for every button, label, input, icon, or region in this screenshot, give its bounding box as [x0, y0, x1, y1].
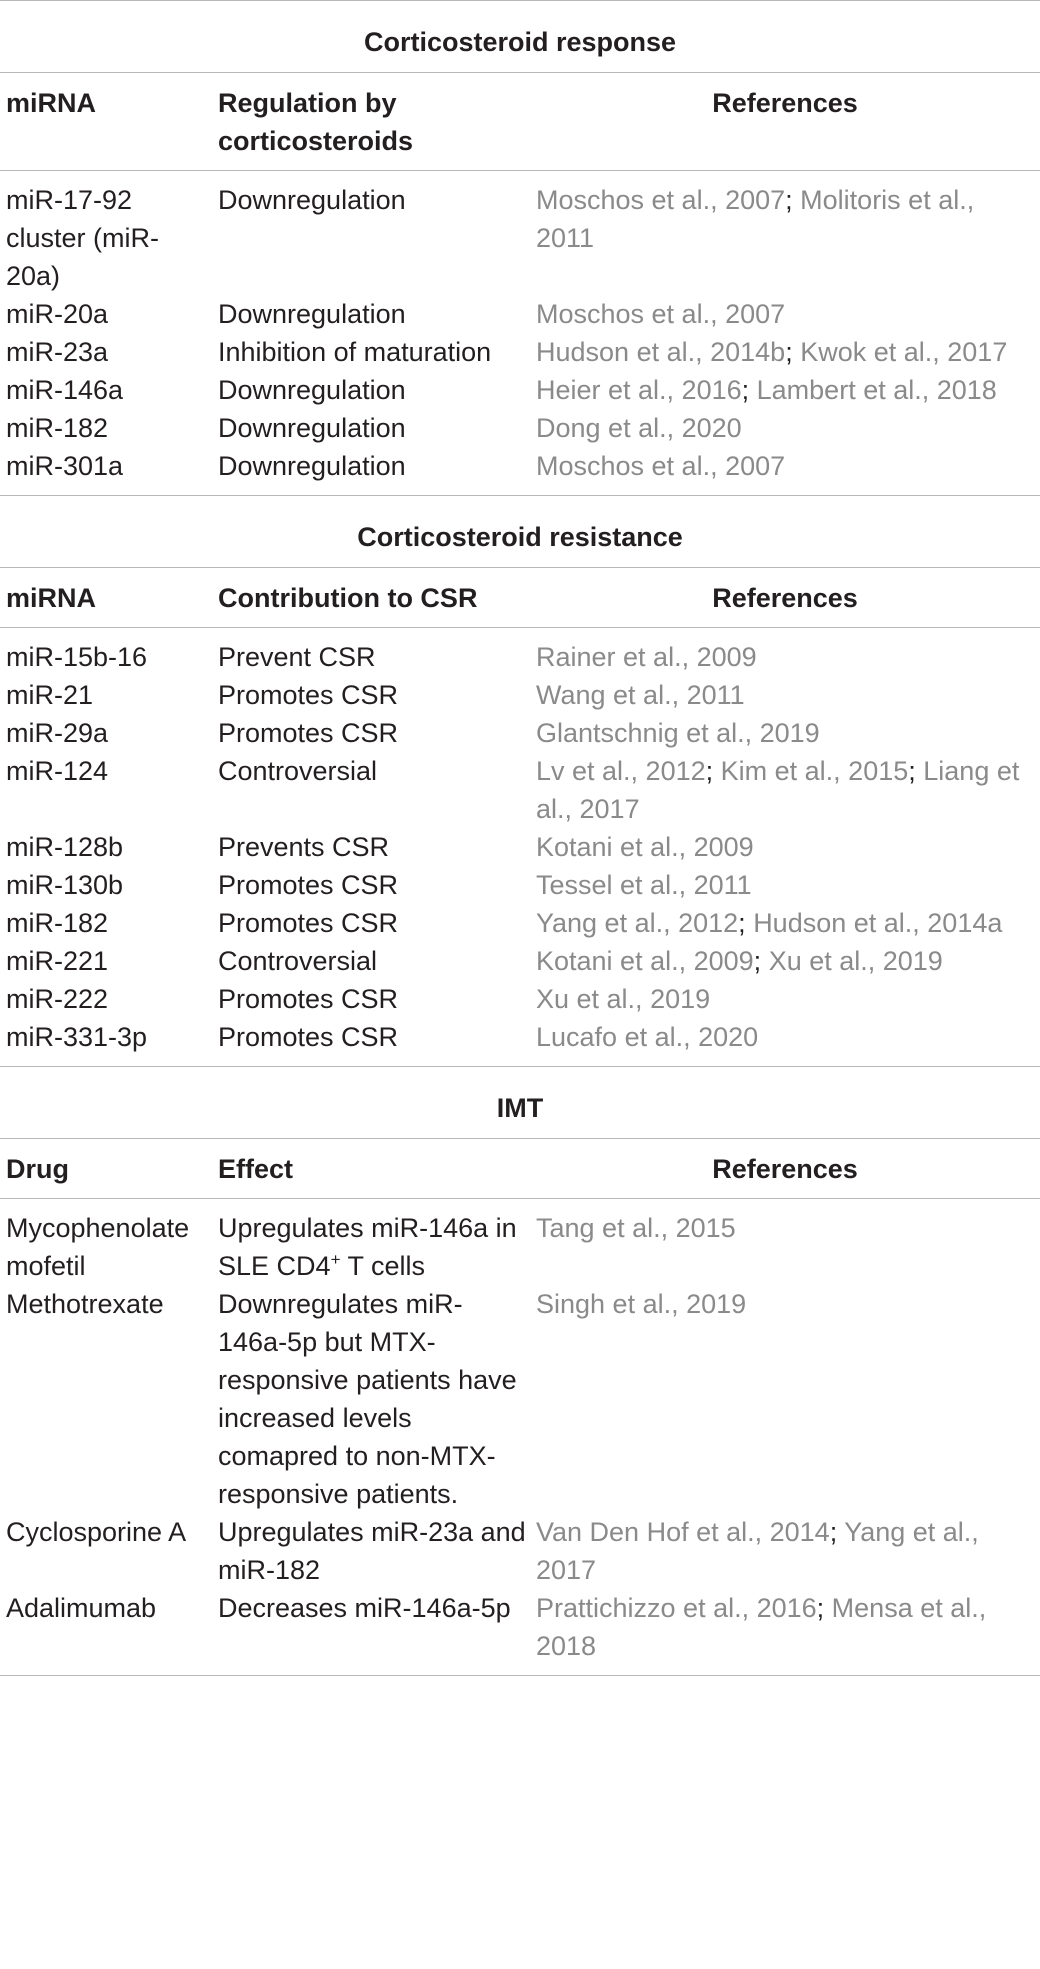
row-references	[530, 371, 1040, 409]
row-references	[530, 828, 1040, 866]
reference-link[interactable]: Van Den Hof et al., 2014	[536, 1517, 830, 1547]
reference-link[interactable]: Glantschnig et al., 2019	[536, 718, 820, 748]
reference-link[interactable]: Prattichizzo et al., 2016	[536, 1593, 817, 1623]
row-label: miR-20a	[6, 299, 109, 329]
table-row	[0, 1513, 1040, 1589]
reference-link[interactable]: Tessel et al., 2011	[536, 870, 752, 900]
row-label: miR-124	[6, 756, 109, 786]
row-label: Methotrexate	[6, 1289, 164, 1319]
row-label: miR-146a	[6, 375, 124, 405]
row-effect: Downregulation	[218, 413, 406, 443]
column-header: Effect	[212, 1139, 530, 1199]
row-label: miR-128b	[6, 832, 124, 862]
reference-separator: ;	[738, 908, 754, 938]
reference-link[interactable]: Moschos et al., 2007	[536, 451, 786, 481]
reference-link[interactable]: Yang et al., 2012	[536, 908, 739, 938]
row-effect: Promotes CSR	[218, 908, 399, 938]
section-title: Corticosteroid response	[0, 1, 1040, 73]
column-header: References	[530, 73, 1040, 171]
column-header-row	[0, 73, 1040, 171]
column-header: References	[530, 1139, 1040, 1199]
table-row	[0, 447, 1040, 496]
row-references	[530, 866, 1040, 904]
reference-link[interactable]: Mensa et al., 2018	[536, 1593, 987, 1661]
effect-text: Upregulates miR-146a in SLE CD4	[218, 1213, 517, 1281]
reference-link[interactable]: Hudson et al., 2014b	[536, 337, 786, 367]
row-effect: Downregulation	[218, 375, 406, 405]
table-row	[0, 628, 1040, 677]
reference-link[interactable]: Kwok et al., 2017	[800, 337, 1008, 367]
reference-link[interactable]: Lambert et al., 2018	[756, 375, 997, 405]
row-effect: Controversial	[218, 946, 378, 976]
row-label: Adalimumab	[0, 1589, 212, 1676]
reference-separator: ;	[816, 1593, 832, 1623]
row-label: miR-17-92 cluster (miR-20a)	[6, 185, 159, 291]
row-references	[530, 409, 1040, 447]
reference-separator: ;	[753, 946, 769, 976]
section-title-row	[0, 1, 1040, 73]
reference-link[interactable]: Moschos et al., 2007	[536, 185, 786, 215]
reference-link[interactable]: Liang et al., 2017	[536, 756, 1020, 824]
table-row	[0, 1199, 1040, 1286]
column-header: miRNA	[0, 568, 212, 628]
reference-separator: ;	[741, 375, 757, 405]
reference-link[interactable]: Molitoris et al., 2011	[536, 185, 975, 253]
row-effect: Downregulates miR-146a-5p but MTX-responsive patients have increased levels comapred to non-MTX-responsive patients.	[218, 1289, 517, 1509]
row-effect: Downregulation	[218, 185, 406, 215]
section-title: IMT	[0, 1067, 1040, 1139]
column-header: References	[530, 568, 1040, 628]
effect-text-tail: T cells	[340, 1251, 426, 1281]
row-label: Mycophenolate mofetil	[6, 1213, 190, 1281]
row-references	[530, 333, 1040, 371]
row-label: miR-331-3p	[0, 1018, 212, 1067]
table-row	[0, 371, 1040, 409]
column-header: Drug	[0, 1139, 212, 1199]
reference-link[interactable]: Yang et al., 2017	[536, 1517, 979, 1585]
superscript: +	[330, 1250, 341, 1269]
row-references	[530, 1199, 1040, 1286]
row-references	[530, 171, 1040, 296]
column-header-row	[0, 1139, 1040, 1199]
row-references	[530, 1589, 1040, 1676]
row-references	[530, 1513, 1040, 1589]
reference-link[interactable]: Rainer et al., 2009	[536, 642, 757, 672]
row-effect: Downregulation	[218, 299, 406, 329]
row-references	[530, 1018, 1040, 1067]
reference-link[interactable]: Hudson et al., 2014a	[753, 908, 1003, 938]
reference-link[interactable]: Lucafo et al., 2020	[536, 1022, 759, 1052]
table-body	[0, 1, 1040, 1676]
table-row	[0, 942, 1040, 980]
table-row	[0, 676, 1040, 714]
reference-link[interactable]: Singh et al., 2019	[536, 1289, 747, 1319]
row-effect	[212, 1199, 530, 1286]
table-row	[0, 1589, 1040, 1676]
row-label: miR-222	[6, 984, 109, 1014]
row-label: miR-182	[6, 413, 109, 443]
row-references	[530, 1285, 1040, 1513]
row-label: miR-130b	[6, 870, 124, 900]
column-header: Contribution to CSR	[212, 568, 530, 628]
table-row	[0, 980, 1040, 1018]
row-effect: Promotes CSR	[218, 718, 399, 748]
reference-separator: ;	[785, 185, 801, 215]
row-references	[530, 942, 1040, 980]
row-label: miR-23a	[6, 337, 109, 367]
row-effect: Downregulation	[212, 447, 530, 496]
row-references	[530, 904, 1040, 942]
row-references	[530, 714, 1040, 752]
reference-link[interactable]: Lv et al., 2012	[536, 756, 706, 786]
reference-link[interactable]: Heier et al., 2016	[536, 375, 742, 405]
table-row	[0, 828, 1040, 866]
section-title-row	[0, 1067, 1040, 1139]
row-effect: Promotes CSR	[212, 1018, 530, 1067]
column-header-row	[0, 568, 1040, 628]
table-row	[0, 295, 1040, 333]
reference-separator: ;	[785, 337, 801, 367]
reference-link[interactable]: Kotani et al., 2009	[536, 946, 754, 976]
row-label: miR-29a	[6, 718, 109, 748]
row-references	[530, 980, 1040, 1018]
reference-link[interactable]: Xu et al., 2019	[536, 984, 711, 1014]
row-references	[530, 447, 1040, 496]
row-label: miR-301a	[0, 447, 212, 496]
row-references	[530, 752, 1040, 828]
reference-link[interactable]: Tang et al., 2015	[536, 1213, 736, 1243]
row-label: miR-15b-16	[6, 642, 148, 672]
row-effect: Decreases miR-146a-5p	[212, 1589, 530, 1676]
reference-link[interactable]: Wang et al., 2011	[536, 680, 745, 710]
table-row	[0, 866, 1040, 904]
reference-separator: ;	[908, 756, 924, 786]
row-label: miR-21	[6, 680, 94, 710]
row-effect: Promotes CSR	[218, 984, 399, 1014]
row-label: miR-221	[6, 946, 109, 976]
column-header: Regulation by corticosteroids	[212, 73, 530, 171]
table-row	[0, 1018, 1040, 1067]
row-references	[530, 295, 1040, 333]
table-row	[0, 904, 1040, 942]
reference-link[interactable]: Kotani et al., 2009	[536, 832, 754, 862]
reference-link[interactable]: Kim et al., 2015	[720, 756, 909, 786]
row-effect: Inhibition of maturation	[218, 337, 492, 367]
row-label: Cyclosporine A	[6, 1517, 187, 1547]
reference-link[interactable]: Dong et al., 2020	[536, 413, 742, 443]
row-references	[530, 628, 1040, 677]
reference-separator: ;	[829, 1517, 845, 1547]
row-effect: Controversial	[218, 756, 378, 786]
section-title: Corticosteroid resistance	[0, 496, 1040, 568]
row-effect: Prevents CSR	[218, 832, 390, 862]
section-title-row	[0, 496, 1040, 568]
reference-link[interactable]: Xu et al., 2019	[768, 946, 943, 976]
table-row	[0, 409, 1040, 447]
reference-link[interactable]: Moschos et al., 2007	[536, 299, 786, 329]
row-effect: Promotes CSR	[218, 870, 399, 900]
row-label: miR-182	[6, 908, 109, 938]
row-effect: Prevent CSR	[218, 642, 376, 672]
row-references	[530, 676, 1040, 714]
row-effect: Upregulates miR-23a and miR-182	[218, 1517, 526, 1585]
column-header: miRNA	[0, 73, 212, 171]
table-row	[0, 752, 1040, 828]
reference-separator: ;	[705, 756, 721, 786]
table-row	[0, 333, 1040, 371]
row-effect: Promotes CSR	[218, 680, 399, 710]
table-row	[0, 1285, 1040, 1513]
table-row	[0, 171, 1040, 296]
table-row	[0, 714, 1040, 752]
